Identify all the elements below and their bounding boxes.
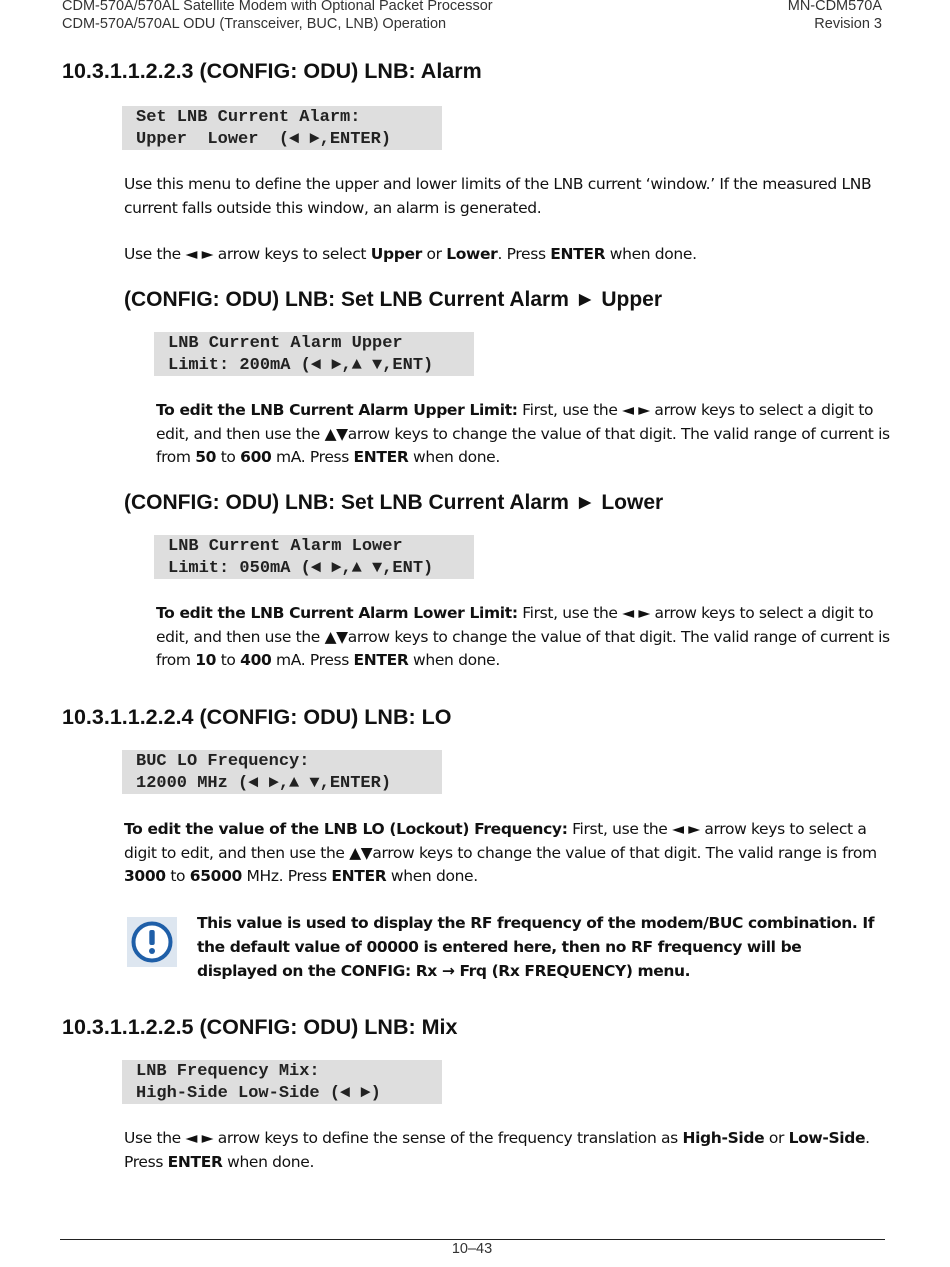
lcd-line-2: Limit: 050mA (◄ ►,▲ ▼,ENT) — [168, 559, 434, 578]
note-text: This value is used to display the RF frequency of the modem/BUC combination. If the default value of 00000 is entered here, then no RF frequency will be displayed on the CONFIG: Rx → Frq (Rx FREQUENCY) menu. — [197, 914, 875, 980]
lcd-line-2: Upper Lower (◄ ►,ENTER) — [136, 130, 392, 149]
running-header-left — [62, 0, 493, 33]
section-heading-alarm: 10.3.1.1.2.2.3 (CONFIG: ODU) LNB: Alarm — [62, 59, 482, 83]
header-manual-number: MN-CDM570A — [787, 0, 882, 14]
header-revision: Revision 3 — [814, 16, 882, 32]
header-doc-title: CDM-570A/570AL Satellite Modem with Optional Packet Processor — [62, 0, 493, 14]
running-header-right — [788, 0, 882, 33]
lcd-display-lo — [122, 750, 442, 794]
lcd-display-mix — [122, 1060, 442, 1104]
lcd-line-2: 12000 MHz (◄ ►,▲ ▼,ENTER) — [136, 774, 392, 793]
section-heading-lo: 10.3.1.1.2.2.4 (CONFIG: ODU) LNB: LO — [62, 705, 452, 729]
lcd-line-2: Limit: 200mA (◄ ►,▲ ▼,ENT) — [168, 356, 434, 375]
header-chapter-title: CDM-570A/570AL ODU (Transceiver, BUC, LNB) Operation — [62, 16, 447, 32]
lcd-line-1: LNB Current Alarm Lower — [168, 537, 403, 556]
paragraph-mix: Use the ◄ ► arrow keys to define the sense of the frequency translation as High-Side or Low-Side. Press ENTER when done. — [124, 1129, 870, 1171]
lcd-line-2: High-Side Low-Side (◄ ►) — [136, 1084, 381, 1103]
paragraph-lower-limit: To edit the LNB Current Alarm Lower Limit: First, use the ◄ ► arrow keys to select a digit to edit, and then use the ▲▼arrow keys to change the value of that digit. The valid range of current is from 10 to 400 mA. Press ENTER when done. — [156, 604, 890, 669]
lcd-display-upper — [154, 332, 474, 376]
footer-rule — [60, 1239, 885, 1240]
lcd-line-1: LNB Frequency Mix: — [136, 1062, 320, 1081]
paragraph-alarm-select: Use the ◄ ► arrow keys to select Upper or Lower. Press ENTER when done. — [124, 245, 697, 263]
lcd-display-lower — [154, 535, 474, 579]
lcd-line-1: Set LNB Current Alarm: — [136, 108, 361, 127]
subsection-heading-lower: (CONFIG: ODU) LNB: Set LNB Current Alarm ► Lower — [124, 491, 664, 514]
subsection-heading-upper: (CONFIG: ODU) LNB: Set LNB Current Alarm ► Upper — [124, 288, 663, 311]
lcd-line-1: LNB Current Alarm Upper — [168, 334, 403, 353]
paragraph-alarm-intro: Use this menu to define the upper and lower limits of the LNB current ‘window.’ If the measured LNB current falls outside this window, an alarm is generated. — [124, 175, 872, 217]
page-number: 10–43 — [451, 1241, 493, 1257]
paragraph-lo-frequency: To edit the value of the LNB LO (Lockout) Frequency: First, use the ◄ ► arrow keys to select a digit to edit, and then use the ▲▼arrow keys to change the value of that digit. The valid range is from 3000 to 65000 MHz. Press ENTER when done. — [124, 820, 877, 885]
section-heading-mix: 10.3.1.1.2.2.5 (CONFIG: ODU) LNB: Mix — [62, 1015, 458, 1039]
lcd-line-1: BUC LO Frequency: — [136, 752, 310, 771]
paragraph-upper-limit: To edit the LNB Current Alarm Upper Limit: First, use the ◄ ► arrow keys to select a digit to edit, and then use the ▲▼arrow keys to change the value of that digit. The valid range of current is from 50 to 600 mA. Press ENTER when done. — [156, 401, 890, 466]
lcd-display-alarm — [122, 106, 442, 150]
important-note-icon — [127, 917, 177, 967]
